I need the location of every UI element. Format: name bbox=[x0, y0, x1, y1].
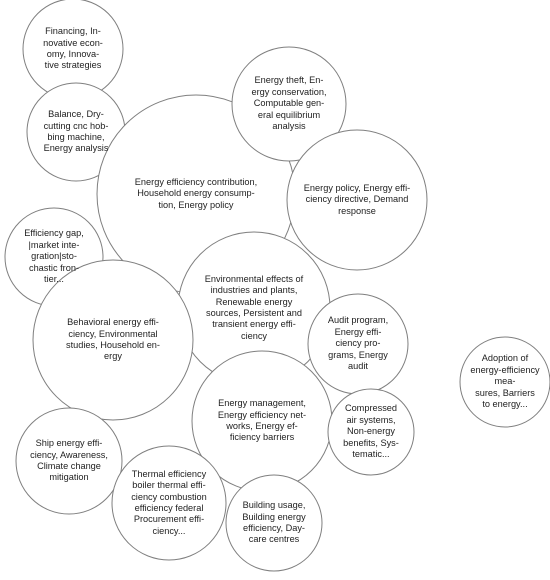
cluster-label: Ship energy effi- ciency, Awareness, Climate change mitigation bbox=[30, 438, 108, 483]
cluster-label: Building usage, Building energy efficiency, Day- care centres bbox=[242, 500, 306, 545]
cluster-label: Efficiency gap, |market inte- gration|sto- chastic fron- tier... bbox=[24, 228, 84, 285]
cluster-label: Compressed air systems, Non-energy benefits, Sys- tematic... bbox=[343, 403, 399, 460]
cluster-label: Energy theft, En- ergy conservation, Computable gen- eral equilibrium analysis bbox=[251, 75, 327, 132]
cluster-label: Balance, Dry- cutting cnc hob- bing machine, Energy analysis bbox=[43, 109, 109, 154]
cluster-label: Energy efficiency contribution, Household energy consump- tion, Energy policy bbox=[134, 176, 258, 210]
cluster-label: Energy policy, Energy effi- ciency directive, Demand response bbox=[303, 182, 411, 216]
cluster-label: Behavioral energy effi- ciency, Environmental studies, Household en- ergy bbox=[66, 317, 160, 362]
cluster-label: Thermal efficiency boiler thermal effi- ciency combustion efficiency federal Procurement effi- ciency... bbox=[131, 468, 207, 536]
cluster-label: Energy management, Energy efficiency net- works, Energy ef- ficiency barriers bbox=[217, 398, 307, 443]
cluster-label: Environmental effects of industries and plants, Renewable energy sources, Persistent and transient energy effi- ciency bbox=[204, 273, 304, 341]
cluster-label: Audit program, Energy effi- ciency pro- grams, Energy audit bbox=[327, 315, 389, 372]
cluster-label: Financing, In- novative econ- omy, Innova- tive strategies bbox=[43, 26, 103, 71]
cluster-label: Adoption of energy-efficiency mea- sures, Barriers to energy... bbox=[470, 353, 540, 410]
